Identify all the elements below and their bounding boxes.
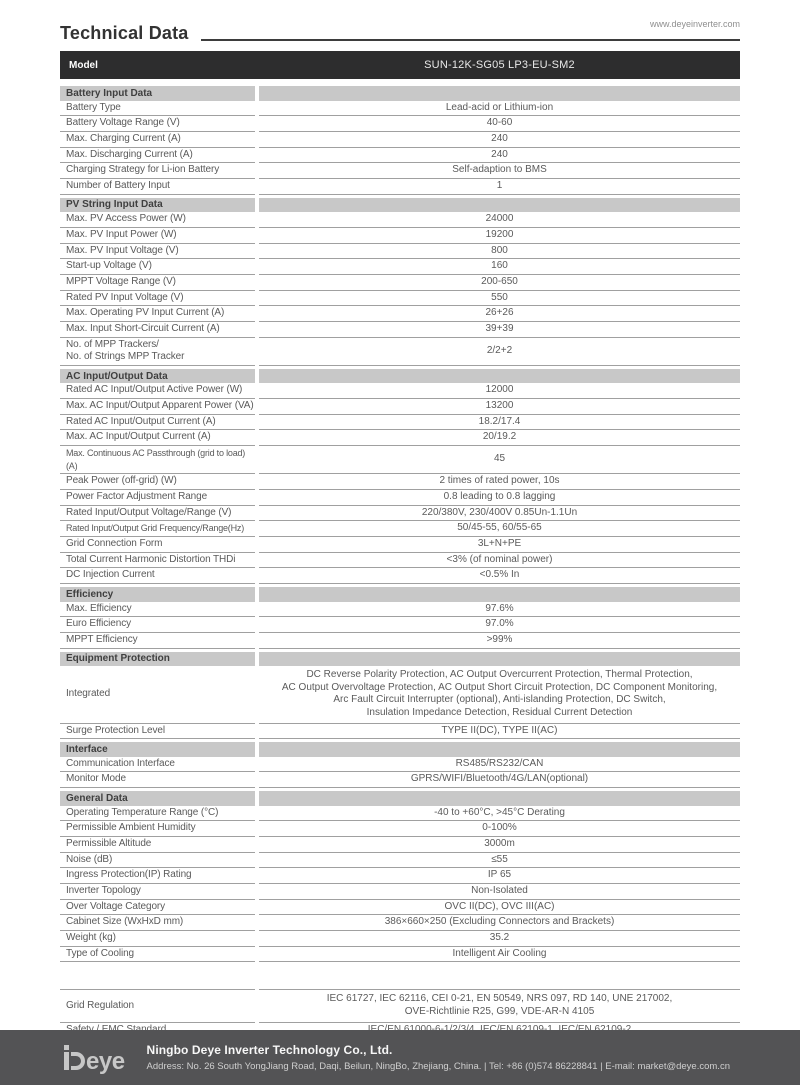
logo-wordmark: eye xyxy=(86,1048,125,1075)
row-label xyxy=(60,537,255,553)
row-label xyxy=(60,568,255,584)
row-label xyxy=(60,228,255,244)
table-row xyxy=(60,430,740,446)
row-label xyxy=(60,724,255,740)
row-label xyxy=(60,430,255,446)
table-row xyxy=(60,275,740,291)
row-label xyxy=(60,179,255,195)
text-line: Lead-acid or Lithium-ion xyxy=(445,101,554,113)
table-row xyxy=(60,399,740,415)
section-header-fill xyxy=(259,369,740,384)
text-line: 24000 xyxy=(485,213,514,225)
text-line: Noise (dB) xyxy=(66,853,113,865)
table-row xyxy=(60,474,740,490)
row-value xyxy=(259,506,740,522)
text-line: No. of Strings MPP Tracker xyxy=(66,351,185,363)
row-value xyxy=(259,116,740,132)
row-label xyxy=(60,837,255,853)
table-row xyxy=(60,568,740,584)
text-line: 0-100% xyxy=(482,822,517,834)
row-label xyxy=(60,947,255,963)
row-value xyxy=(259,568,740,584)
row-label xyxy=(60,291,255,307)
row-value xyxy=(259,275,740,291)
table-row xyxy=(60,821,740,837)
section-header xyxy=(60,369,740,384)
row-label xyxy=(60,757,255,773)
row-label xyxy=(60,821,255,837)
row-value xyxy=(259,915,740,931)
text-line: Number of Battery Input xyxy=(66,179,170,191)
text-line: Max. Discharging Current (A) xyxy=(66,148,193,160)
section-header-fill xyxy=(259,198,740,213)
text-line: OVE-Richtlinie R25, G99, VDE-AR-N 4105 xyxy=(404,1006,595,1018)
row-label xyxy=(60,617,255,633)
table-row xyxy=(60,553,740,569)
section-header xyxy=(60,86,740,101)
text-line: Max. Charging Current (A) xyxy=(66,132,181,144)
text-line: Type of Cooling xyxy=(66,947,134,959)
text-line: >99% xyxy=(486,633,513,645)
model-value: SUN-12K-SG05 LP3-EU-SM2 xyxy=(424,59,575,71)
row-value xyxy=(259,244,740,260)
row-label xyxy=(60,666,255,723)
row-label xyxy=(60,602,255,618)
table-row xyxy=(60,947,740,963)
table-row xyxy=(60,617,740,633)
logo-d-icon xyxy=(64,1045,85,1070)
title-underline xyxy=(201,39,740,41)
text-line: 240 xyxy=(491,132,508,144)
table-row xyxy=(60,383,740,399)
text-line: 35.2 xyxy=(489,932,510,944)
section-title: Battery Input Data xyxy=(60,86,255,101)
text-line: Arc Fault Circuit Interrupter (optional), Anti-islanding Protection, DC Switch, xyxy=(333,694,666,706)
text-line: 26+26 xyxy=(485,307,514,319)
table-row xyxy=(60,506,740,522)
table-row xyxy=(60,228,740,244)
row-value xyxy=(259,415,740,431)
row-value xyxy=(259,884,740,900)
row-value xyxy=(259,490,740,506)
text-line: Ingress Protection(IP) Rating xyxy=(66,869,192,881)
row-value xyxy=(259,322,740,338)
row-label xyxy=(60,148,255,164)
text-line: OVC II(DC), OVC III(AC) xyxy=(444,900,555,912)
deye-logo xyxy=(64,1045,125,1075)
text-line: No. of MPP Trackers/ xyxy=(66,338,159,350)
table-section xyxy=(60,587,740,649)
table-row xyxy=(60,415,740,431)
row-label xyxy=(60,306,255,322)
text-line: DC Reverse Polarity Protection, AC Output Overcurrent Protection, Thermal Protection, xyxy=(306,669,693,681)
table-row xyxy=(60,724,740,740)
table-section xyxy=(60,369,740,584)
text-line: 39+39 xyxy=(485,322,514,334)
row-label xyxy=(60,399,255,415)
text-line: 200-650 xyxy=(481,275,518,287)
text-line: AC Output Overvoltage Protection, AC Output Short Circuit Protection, DC Component Monitoring, xyxy=(281,681,718,693)
text-line: Peak Power (off-grid) (W) xyxy=(66,475,177,487)
row-label xyxy=(60,132,255,148)
text-line: IP 65 xyxy=(487,869,512,881)
row-value xyxy=(259,148,740,164)
row-value xyxy=(259,806,740,822)
row-value xyxy=(259,259,740,275)
text-line: 0.8 leading to 0.8 lagging xyxy=(443,490,556,502)
text-line: 240 xyxy=(491,148,508,160)
text-line: Charging Strategy for Li-ion Battery xyxy=(66,164,220,176)
text-line: 1 xyxy=(496,179,503,191)
text-line: 18.2/17.4 xyxy=(478,415,521,427)
row-value xyxy=(259,724,740,740)
text-line: Permissible Altitude xyxy=(66,837,152,849)
row-value xyxy=(259,399,740,415)
text-line: 45 xyxy=(493,453,506,465)
page-header xyxy=(60,16,740,44)
section-title: Efficiency xyxy=(60,587,255,602)
section-header-fill xyxy=(259,742,740,757)
table-row xyxy=(60,244,740,260)
text-line: Cabinet Size (WxHxD mm) xyxy=(66,916,184,928)
text-line: Over Voltage Category xyxy=(66,900,166,912)
text-line: Max. Operating PV Input Current (A) xyxy=(66,307,225,319)
table-row xyxy=(60,446,740,474)
section-title: PV String Input Data xyxy=(60,198,255,213)
row-value xyxy=(259,163,740,179)
section-title: Interface xyxy=(60,742,255,757)
spec-table xyxy=(60,86,740,1040)
section-title: AC Input/Output Data xyxy=(60,369,255,384)
row-value xyxy=(259,772,740,788)
row-value xyxy=(259,446,740,474)
table-row xyxy=(60,306,740,322)
table-row xyxy=(60,915,740,931)
model-label: Model xyxy=(69,59,98,71)
text-line: Total Current Harmonic Distortion THDi xyxy=(66,553,236,565)
table-row xyxy=(60,101,740,117)
row-label xyxy=(60,474,255,490)
text-line: MPPT Voltage Range (V) xyxy=(66,275,176,287)
row-value xyxy=(259,617,740,633)
row-label xyxy=(60,446,255,474)
row-value xyxy=(259,291,740,307)
row-value xyxy=(259,947,740,963)
row-label xyxy=(60,415,255,431)
table-section xyxy=(60,652,740,740)
row-label xyxy=(60,989,255,1022)
table-row xyxy=(60,757,740,773)
row-label xyxy=(60,633,255,649)
text-line: 160 xyxy=(491,260,508,272)
row-value xyxy=(259,228,740,244)
table-section xyxy=(60,86,740,195)
table-row xyxy=(60,338,740,366)
text-line: Rated Input/Output Voltage/Range (V) xyxy=(66,506,232,518)
table-section xyxy=(60,742,740,788)
text-line: <0.5% In xyxy=(479,569,520,581)
section-header-fill xyxy=(259,652,740,667)
text-line: IEC 61727, IEC 62116, CEI 0-21, EN 50549, NRS 097, RD 140, UNE 217002, xyxy=(326,993,673,1005)
table-row xyxy=(60,900,740,916)
text-line: Grid Regulation xyxy=(66,999,134,1011)
text-line: Max. Input Short-Circuit Current (A) xyxy=(66,322,220,334)
text-line: Rated Input/Output Grid Frequency/Range(Hz) xyxy=(66,523,244,534)
row-value xyxy=(259,633,740,649)
text-line: 40-60 xyxy=(486,117,513,129)
table-row xyxy=(60,148,740,164)
text-line: Intelligent Air Cooling xyxy=(452,947,547,959)
row-value xyxy=(259,474,740,490)
table-row xyxy=(60,163,740,179)
table-row xyxy=(60,989,740,1022)
text-line: Grid Connection Form xyxy=(66,538,163,550)
text-line: 2/2+2 xyxy=(486,344,513,356)
table-row xyxy=(60,490,740,506)
text-line: 550 xyxy=(491,291,508,303)
text-line: RS485/RS232/CAN xyxy=(455,757,544,769)
text-line: Max. AC Input/Output Apparent Power (VA) xyxy=(66,400,254,412)
row-label xyxy=(60,806,255,822)
row-label xyxy=(60,884,255,900)
text-line: Start-up Voltage (V) xyxy=(66,260,152,272)
table-row xyxy=(60,212,740,228)
table-row xyxy=(60,259,740,275)
table-row xyxy=(60,666,740,723)
row-value xyxy=(259,821,740,837)
row-label xyxy=(60,163,255,179)
row-label xyxy=(60,521,255,537)
text-line: 19200 xyxy=(485,228,514,240)
text-line: Rated PV Input Voltage (V) xyxy=(66,291,184,303)
row-value xyxy=(259,931,740,947)
text-line: 20/19.2 xyxy=(482,431,517,443)
section-header-fill xyxy=(259,587,740,602)
table-row xyxy=(60,931,740,947)
row-value xyxy=(259,868,740,884)
section-title: Equipment Protection xyxy=(60,652,255,667)
row-value xyxy=(259,900,740,916)
text-line: Max. AC Input/Output Current (A) xyxy=(66,431,211,443)
table-row xyxy=(60,291,740,307)
text-line: -40 to +60°C, >45°C Derating xyxy=(434,806,565,818)
text-line: Monitor Mode xyxy=(66,773,126,785)
row-value xyxy=(259,537,740,553)
row-value xyxy=(259,383,740,399)
text-line: Self-adaption to BMS xyxy=(452,164,547,176)
row-label xyxy=(60,244,255,260)
row-value xyxy=(259,338,740,366)
row-label xyxy=(60,868,255,884)
text-line: Max. PV Input Voltage (V) xyxy=(66,244,179,256)
table-row xyxy=(60,853,740,869)
text-line: 386×660×250 (Excluding Connectors and Brackets) xyxy=(384,916,615,928)
table-row xyxy=(60,633,740,649)
section-header xyxy=(60,652,740,667)
company-address: Address: No. 26 South YongJiang Road, Daqi, Beilun, NingBo, Zhejiang, China. | Tel: +86 (0)574 86228841 | E-mail: market@deye.com.cn xyxy=(146,1061,730,1072)
row-value xyxy=(259,430,740,446)
text-line: 3L+N+PE xyxy=(477,538,522,550)
text-line: 50/45-55, 60/55-65 xyxy=(457,522,542,534)
row-value xyxy=(259,853,740,869)
row-label xyxy=(60,338,255,366)
text-line: Rated AC Input/Output Current (A) xyxy=(66,415,216,427)
row-value xyxy=(259,989,740,1022)
row-value xyxy=(259,101,740,117)
text-line: 12000 xyxy=(485,384,514,396)
row-value xyxy=(259,179,740,195)
table-row xyxy=(60,837,740,853)
text-line: Power Factor Adjustment Range xyxy=(66,490,208,502)
text-line: <3% (of nominal power) xyxy=(446,553,553,565)
row-label xyxy=(60,259,255,275)
row-label xyxy=(60,506,255,522)
text-line: Max. Efficiency xyxy=(66,602,132,614)
row-value xyxy=(259,837,740,853)
row-value xyxy=(259,666,740,723)
text-line: 97.0% xyxy=(485,618,514,630)
text-line: Battery Type xyxy=(66,101,121,113)
text-line: 800 xyxy=(491,244,508,256)
text-line: GPRS/WIFI/Bluetooth/4G/LAN(optional) xyxy=(410,773,589,785)
table-row xyxy=(60,868,740,884)
row-label xyxy=(60,553,255,569)
row-value xyxy=(259,521,740,537)
section-header-fill xyxy=(259,86,740,101)
text-line: Battery Voltage Range (V) xyxy=(66,117,180,129)
text-line: TYPE II(DC), TYPE II(AC) xyxy=(441,724,558,736)
website-link[interactable]: www.deyeinverter.com xyxy=(649,19,740,29)
text-line: Insulation Impedance Detection, Residual Current Detection xyxy=(366,706,633,718)
table-row xyxy=(60,602,740,618)
text-line: Integrated xyxy=(66,688,111,700)
row-value xyxy=(259,757,740,773)
text-line: Euro Efficiency xyxy=(66,618,132,630)
text-line: MPPT Efficiency xyxy=(66,633,138,645)
page-footer xyxy=(0,1030,800,1085)
table-row xyxy=(60,521,740,537)
table-section xyxy=(60,198,740,366)
table-row xyxy=(60,806,740,822)
text-line: Max. Continuous AC Passthrough (grid to load) (A) xyxy=(66,448,246,471)
text-line: 97.6% xyxy=(485,602,514,614)
section-header xyxy=(60,587,740,602)
table-row xyxy=(60,179,740,195)
row-label xyxy=(60,322,255,338)
company-name: Ningbo Deye Inverter Technology Co., Ltd. xyxy=(146,1043,393,1057)
row-value xyxy=(259,306,740,322)
table-section xyxy=(60,791,740,962)
text-line: 3000m xyxy=(484,837,515,849)
row-label xyxy=(60,915,255,931)
section-header xyxy=(60,742,740,757)
row-label xyxy=(60,116,255,132)
text-line: Operating Temperature Range (°C) xyxy=(66,806,219,818)
text-line: Permissible Ambient Humidity xyxy=(66,822,196,834)
row-value xyxy=(259,132,740,148)
row-label xyxy=(60,212,255,228)
table-row xyxy=(60,537,740,553)
row-value xyxy=(259,553,740,569)
section-title: General Data xyxy=(60,791,255,806)
row-value xyxy=(259,212,740,228)
row-label xyxy=(60,383,255,399)
model-header-bar xyxy=(60,51,740,79)
row-label xyxy=(60,490,255,506)
text-line: Non-Isolated xyxy=(471,885,528,897)
text-line: Max. PV Input Power (W) xyxy=(66,228,177,240)
section-header xyxy=(60,198,740,213)
text-line: 13200 xyxy=(485,400,514,412)
row-label xyxy=(60,900,255,916)
text-line: Max. PV Access Power (W) xyxy=(66,213,186,225)
text-line: Inverter Topology xyxy=(66,885,141,897)
text-line: Weight (kg) xyxy=(66,932,116,944)
row-label xyxy=(60,275,255,291)
row-label xyxy=(60,101,255,117)
page-title: Technical Data xyxy=(60,23,189,43)
row-value xyxy=(259,602,740,618)
row-label xyxy=(60,772,255,788)
text-line: Rated AC Input/Output Active Power (W) xyxy=(66,384,243,396)
table-row xyxy=(60,116,740,132)
section-header-fill xyxy=(259,791,740,806)
text-line: Communication Interface xyxy=(66,757,175,769)
row-label xyxy=(60,931,255,947)
text-line: 220/380V, 230/400V 0.85Un-1.1Un xyxy=(421,506,578,518)
table-row xyxy=(60,772,740,788)
text-line: 2 times of rated power, 10s xyxy=(439,475,560,487)
table-row xyxy=(60,132,740,148)
footer-text xyxy=(147,1043,730,1072)
text-line: Surge Protection Level xyxy=(66,724,165,736)
text-line: ≤55 xyxy=(491,853,508,865)
text-line: DC Injection Current xyxy=(66,569,155,581)
section-header xyxy=(60,791,740,806)
table-row xyxy=(60,322,740,338)
row-label xyxy=(60,853,255,869)
table-row xyxy=(60,884,740,900)
